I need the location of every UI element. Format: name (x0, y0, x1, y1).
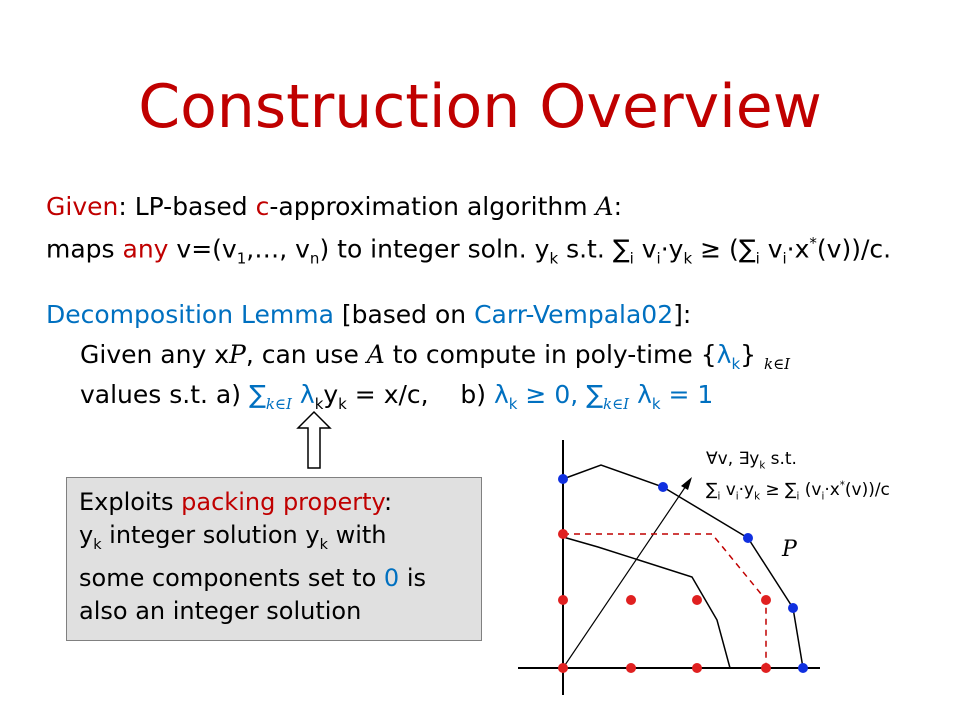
brace-close: } (740, 340, 757, 369)
packing-property-term: packing property (181, 488, 384, 516)
callout-with: with (327, 521, 387, 549)
sub-k: k (93, 536, 102, 553)
maps-text-3: ,…, v (246, 234, 310, 264)
lemma-text-2: , can use (245, 340, 367, 369)
lemma-bracket-open: [based on (333, 300, 475, 329)
algorithm-symbol: A (595, 192, 614, 221)
figure-label-2 (706, 480, 890, 502)
sub-i: i (755, 249, 760, 268)
paren-end: (v))/c (844, 480, 890, 500)
sub-i: i (717, 491, 721, 503)
callout-line-4: also an integer solution (79, 596, 362, 625)
algorithm-symbol: A (366, 340, 385, 369)
maps-text-6: v (759, 234, 783, 264)
figure-label-1 (706, 449, 797, 471)
maps-text-2: v=(v (168, 234, 237, 264)
sub-k: k (731, 355, 741, 373)
given-text: : LP-based (118, 192, 256, 221)
sub-k-in-i: k∈I (265, 395, 292, 413)
sub-k: k (549, 249, 559, 268)
integer-point (626, 663, 636, 673)
sub-k: k (754, 491, 760, 503)
approx-factor: c (255, 192, 270, 221)
callout-colon: : (383, 488, 393, 516)
callout-line-3 (79, 562, 481, 595)
v-text: v (720, 480, 736, 500)
lemma-eq-text: = x/c, (346, 380, 429, 409)
callout-line-2 (79, 519, 481, 562)
slide-title: Construction Overview (138, 72, 822, 142)
given-text-2: -approximation algorithm (269, 192, 596, 221)
integer-point (692, 595, 702, 605)
paren-v: (v (799, 480, 822, 500)
callout-is: is (399, 563, 426, 592)
up-arrow-icon (298, 412, 330, 468)
lemma-values-text: values s.t. a) (80, 380, 249, 409)
integer-point (692, 663, 702, 673)
integer-point (558, 663, 568, 673)
sub-k: k (651, 395, 661, 413)
lambda-symbol: λ (716, 340, 732, 369)
maps-text: maps (46, 234, 123, 264)
vertex-point (658, 482, 668, 492)
sub-i: i (629, 249, 634, 268)
sub-k: k (759, 460, 766, 472)
integer-points (558, 529, 771, 673)
sub-k-in-i: k∈I (763, 355, 791, 373)
sub-i: i (782, 249, 787, 268)
integer-point (761, 663, 771, 673)
arrowhead-icon (681, 477, 692, 490)
sub-i: i (796, 491, 800, 503)
callout-text-3: some components set to (79, 563, 384, 592)
sum-symbol: ∑ (248, 380, 266, 409)
sub-k-in-i: k∈I (602, 395, 630, 413)
integer-point (558, 595, 568, 605)
lambda-symbol: λ (299, 380, 315, 409)
eq-one: = 1 (660, 380, 714, 409)
sub-1: 1 (236, 249, 247, 268)
sum-symbol: ∑ (586, 380, 603, 409)
sub-k: k (338, 395, 347, 413)
lambda-symbol: λ (494, 380, 509, 409)
ge-zero: ≥ 0, (517, 380, 587, 409)
maps-x: ·x (786, 234, 810, 264)
integer-hull (563, 534, 766, 668)
vertex-point (558, 474, 568, 484)
maps-text-5: s.t. ∑ (558, 234, 630, 264)
sub-i: i (735, 491, 739, 503)
integer-point (558, 529, 568, 539)
callout-text: Exploits (79, 488, 182, 516)
colon: : (613, 192, 623, 221)
integer-point (761, 595, 771, 605)
y-symbol: y (79, 521, 94, 549)
polytope-label: P (782, 537, 797, 562)
sub-i: i (656, 249, 661, 268)
zero-value: 0 (383, 563, 400, 592)
polytope-boundary (563, 537, 730, 668)
st-text: s.t. (765, 449, 797, 469)
callout-line-1 (79, 486, 481, 519)
lemma-title: Decomposition Lemma (46, 300, 334, 329)
polytope-symbol: P (229, 340, 246, 369)
lemma-b-label: b) (460, 380, 494, 409)
lemma-bracket-close: ]: (673, 300, 692, 329)
packing-property-callout (66, 477, 482, 641)
maps-end: (v))/c. (816, 234, 892, 264)
sub-k: k (683, 249, 693, 268)
dot-x: ·x (824, 480, 840, 500)
sub-k: k (508, 395, 518, 413)
direction-vector (563, 480, 690, 668)
maps-ge: ≥ (∑ (692, 234, 756, 264)
sub-n: n (309, 249, 320, 268)
vertex-point (788, 603, 798, 613)
dot-y: ·y (738, 480, 755, 500)
vertex-point (743, 533, 753, 543)
lemma-text: Given any x (80, 340, 229, 369)
maps-text-6: v (633, 234, 657, 264)
sub-k: k (319, 536, 328, 553)
maps-dot-y: ·y (660, 234, 684, 264)
maps-text-4: ) to integer soln. y (319, 234, 550, 264)
sum-symbol: ∑ (706, 480, 718, 500)
callout-text-2: integer solution (101, 521, 306, 549)
given-label: Given (46, 192, 119, 221)
lemma-text-3: to compute in poly-time { (384, 340, 717, 369)
forall-exists: ∀v, ∃y (706, 449, 760, 469)
y-symbol: y (323, 380, 339, 409)
sub-i: i (821, 491, 825, 503)
any-word: any (122, 234, 169, 264)
y-symbol: y (305, 521, 320, 549)
vertex-point (798, 663, 808, 673)
lemma-reference: Carr-Vempala02 (474, 300, 674, 329)
star: * (809, 234, 817, 252)
sub-k: k (314, 395, 324, 413)
ge-sum: ≥ ∑ (760, 480, 797, 500)
star: * (839, 480, 845, 492)
integer-point (626, 595, 636, 605)
lambda-symbol: λ (637, 380, 652, 409)
